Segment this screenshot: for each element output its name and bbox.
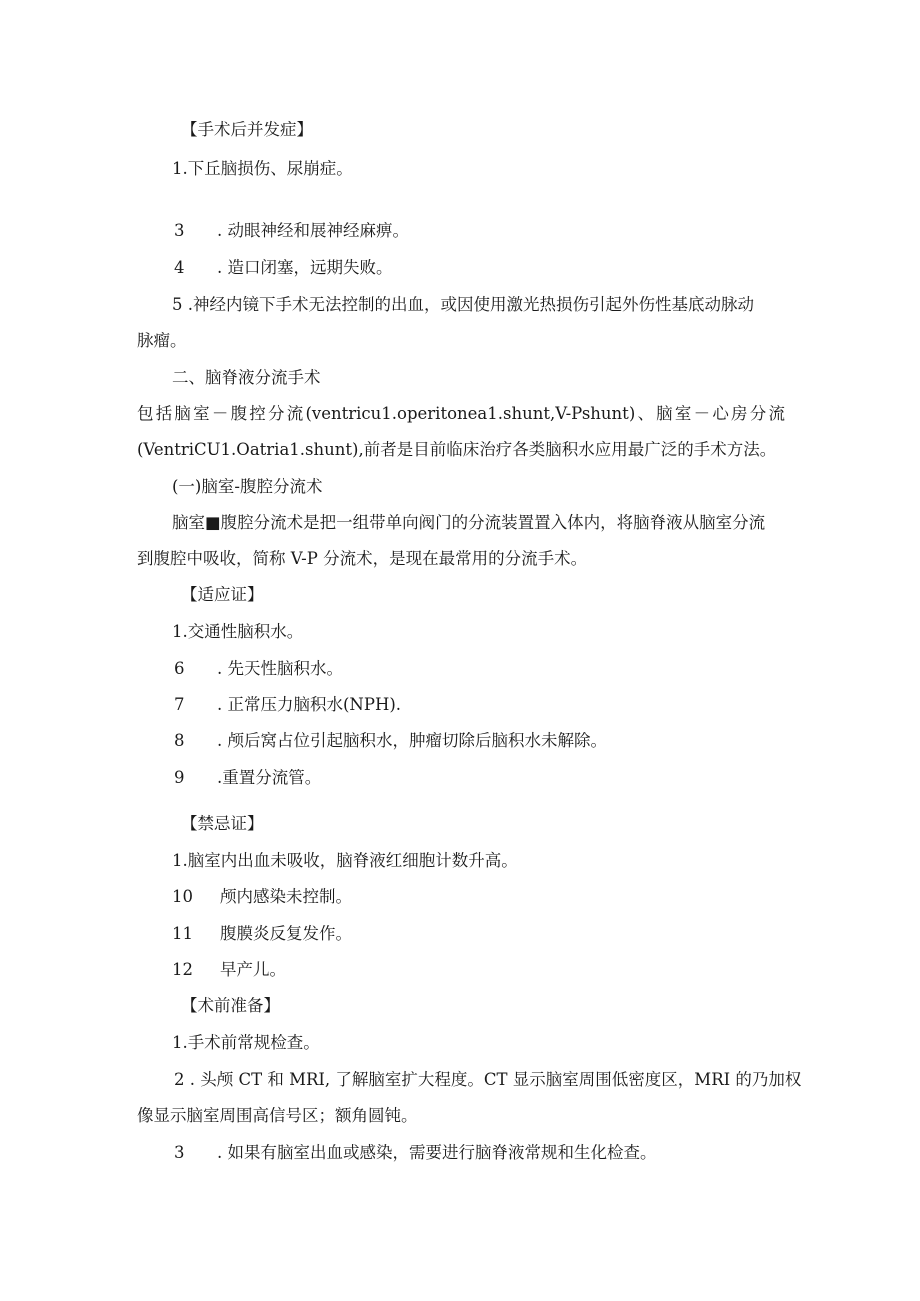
indication-7-number: 7 [174,695,185,714]
complication-3-text: . 动眼神经和展神经麻痹。 [217,221,409,240]
contraindication-12-text: 早产儿。 [220,960,286,979]
complication-5-line-2: 脉瘤。 [137,331,187,350]
indication-8-text: . 颅后窝占位引起脑积水，肿瘤切除后脑积水未解除。 [217,731,607,750]
contraindication-11-text: 腹膜炎反复发作。 [220,924,352,943]
section-title-csf-shunt: 二、脑脊液分流手术 [172,368,321,387]
prep-3-number: 3 [174,1143,185,1162]
prep-3-text: . 如果有脑室出血或感染，需要进行脑脊液常规和生化检查。 [217,1143,657,1162]
vp-paragraph-line-2: 到腹腔中吸收，简称 V-P 分流术，是现在最常用的分流手术。 [137,549,588,568]
heading-complications: 【手术后并发症】 [181,120,313,139]
contraindication-11-number: 11 [172,924,193,943]
vp-paragraph-line-1: 脑室■腹腔分流术是把一组带单向阀门的分流装置置入体内，将脑脊液从脑室分流 [172,513,766,532]
complication-3-number: 3 [174,221,185,240]
indication-6-number: 6 [174,659,185,678]
contraindication-item-1: 1.脑室内出血未吸收，脑脊液红细胞计数升高。 [172,851,518,870]
contraindication-10-number: 10 [172,887,193,906]
indication-6-text: . 先天性脑积水。 [217,659,343,678]
intro-paragraph-line-1: 包括脑室－腹控分流(ventricu1.operitonea1.shunt,V-Pshunt)、脑室－心房分流 [137,404,785,423]
indication-item-1: 1.交通性脑积水。 [172,622,304,641]
subsection-title-vp-shunt: (一)脑室-腹腔分流术 [172,477,323,496]
complication-4-number: 4 [174,258,185,277]
heading-indications: 【适应证】 [181,585,264,604]
indication-9-number: 9 [174,768,185,787]
heading-contraindications: 【禁忌证】 [181,814,264,833]
complication-5-line-1: 5 .神经内镜下手术无法控制的出血，或因使用激光热损伤引起外伤性基底动脉动 [172,295,754,314]
prep-item-2-line-2: 像显示脑室周围高信号区；额角圆钝。 [137,1106,418,1125]
prep-item-2-line-1: 2 . 头颅 CT 和 MRI, 了解脑室扩大程度。CT 显示脑室周围低密度区，MRI 的乃加权 [174,1070,802,1089]
contraindication-12-number: 12 [172,960,193,979]
indication-8-number: 8 [174,731,185,750]
prep-item-1: 1.手术前常规检查。 [172,1033,320,1052]
heading-preoperative-prep: 【术前准备】 [181,996,280,1015]
intro-paragraph-line-2: (VentriCU1.Oatria1.shunt),前者是目前临床治疗各类脑积水应用最广泛的手术方法。 [137,440,777,459]
indication-7-text: . 正常压力脑积水(NPH). [217,695,402,714]
complication-item-1: 1.下丘脑损伤、尿崩症。 [172,159,353,178]
indication-9-text: .重置分流管。 [217,768,322,787]
complication-4-text: . 造口闭塞，远期失败。 [217,258,393,277]
contraindication-10-text: 颅内感染未控制。 [220,887,352,906]
